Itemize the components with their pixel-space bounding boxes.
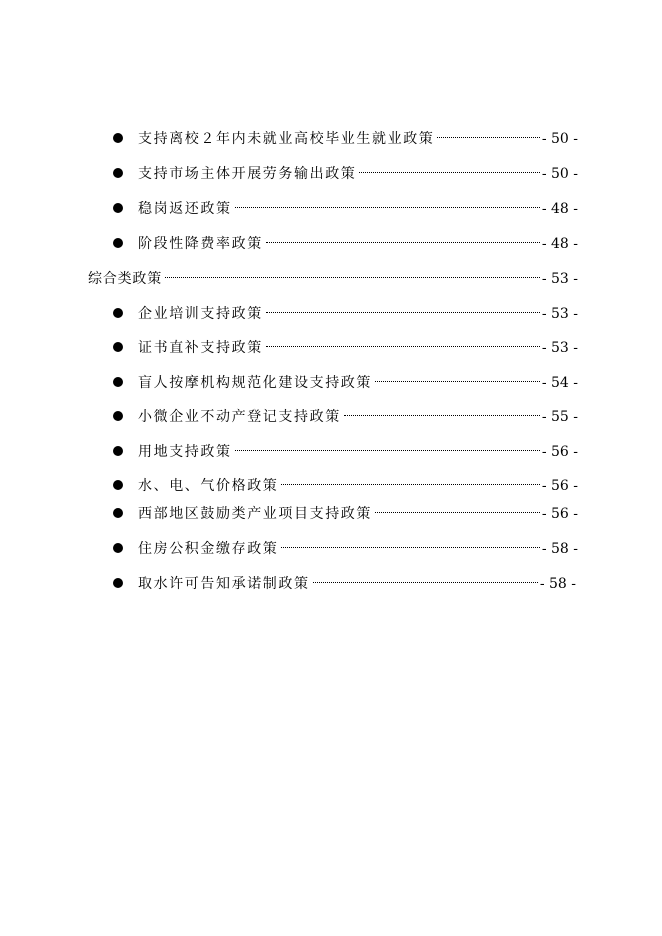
toc-entry-label: 企业培训支持政策 <box>138 306 263 322</box>
toc-entry-label: 西部地区鼓励类产业项目支持政策 <box>138 506 372 522</box>
bullet-icon <box>113 480 123 490</box>
toc-entry-label: 取水许可告知承诺制政策 <box>138 576 310 592</box>
bullet-icon <box>113 342 123 352</box>
dot-leader <box>375 367 540 387</box>
toc-entry-label: 支持市场主体开展劳务输出政策 <box>138 166 357 182</box>
toc-entry-page: - 50 - <box>541 131 578 147</box>
dot-leader <box>266 228 540 248</box>
bullet-icon <box>113 411 123 421</box>
toc-entry-page: - 48 - <box>541 236 578 252</box>
toc-entry-page: - 55 - <box>541 409 578 425</box>
toc-entry[interactable] <box>113 533 578 557</box>
dot-leader <box>266 332 540 352</box>
toc-entry[interactable] <box>113 367 578 391</box>
toc-entry[interactable] <box>113 470 578 494</box>
toc-entry[interactable] <box>113 436 578 460</box>
toc-entry-page: - 50 - <box>541 166 578 182</box>
dot-leader <box>375 498 540 518</box>
toc-entry-label: 阶段性降费率政策 <box>138 236 263 252</box>
toc-entry-label: 盲人按摩机构规范化建设支持政策 <box>138 375 372 391</box>
dot-leader <box>266 298 540 318</box>
toc-entry-label: 稳岗返还政策 <box>138 201 232 217</box>
dot-leader <box>235 193 540 213</box>
toc-entry-page: - 56 - <box>541 478 578 494</box>
dot-leader <box>235 436 540 456</box>
bullet-icon <box>113 508 123 518</box>
toc-entry-label: 住房公积金缴存政策 <box>138 541 279 557</box>
dot-leader <box>344 401 540 421</box>
dot-leader <box>165 263 540 283</box>
dot-leader <box>359 158 539 178</box>
dot-leader <box>281 470 539 490</box>
toc-entry-label: 支持离校２年内未就业高校毕业生就业政策 <box>138 131 435 147</box>
bullet-icon <box>113 543 123 553</box>
bullet-icon <box>113 133 123 143</box>
toc-entry[interactable] <box>113 228 578 252</box>
toc-section-label: 综合类政策 <box>88 271 162 287</box>
toc-entry-page: - 54 - <box>541 375 578 391</box>
toc-entry[interactable] <box>113 498 578 522</box>
toc-entry-label: 用地支持政策 <box>138 444 232 460</box>
toc-entry-page: - 58 - <box>539 576 576 592</box>
bullet-icon <box>113 377 123 387</box>
bullet-icon <box>113 308 123 318</box>
bullet-icon <box>113 168 123 178</box>
bullet-icon <box>113 238 123 248</box>
toc-entry-page: - 58 - <box>541 541 578 557</box>
toc-entry-page: - 53 - <box>541 271 578 287</box>
bullet-icon <box>113 578 123 588</box>
dot-leader <box>437 123 539 143</box>
toc-entry-page: - 56 - <box>541 506 578 522</box>
bullet-icon <box>113 446 123 456</box>
toc-entry-label: 小微企业不动产登记支持政策 <box>138 409 341 425</box>
toc-entry[interactable] <box>113 123 578 147</box>
toc-entry-page: - 48 - <box>541 201 578 217</box>
dot-leader <box>313 568 538 588</box>
toc-entry-label: 水、电、气价格政策 <box>138 478 279 494</box>
toc-entry[interactable] <box>113 298 578 322</box>
dot-leader <box>281 533 539 553</box>
toc-entry-label: 证书直补支持政策 <box>138 340 263 356</box>
toc-entry[interactable] <box>113 401 578 425</box>
toc-entry[interactable] <box>113 158 578 182</box>
toc-section-heading[interactable] <box>88 263 578 287</box>
toc-entry[interactable] <box>113 332 578 356</box>
toc-entry-page: - 53 - <box>541 306 578 322</box>
bullet-icon <box>113 203 123 213</box>
toc-entry-page: - 53 - <box>541 340 578 356</box>
toc-entry-page: - 56 - <box>541 444 578 460</box>
toc-entry[interactable] <box>113 193 578 217</box>
toc-entry[interactable] <box>113 568 576 592</box>
